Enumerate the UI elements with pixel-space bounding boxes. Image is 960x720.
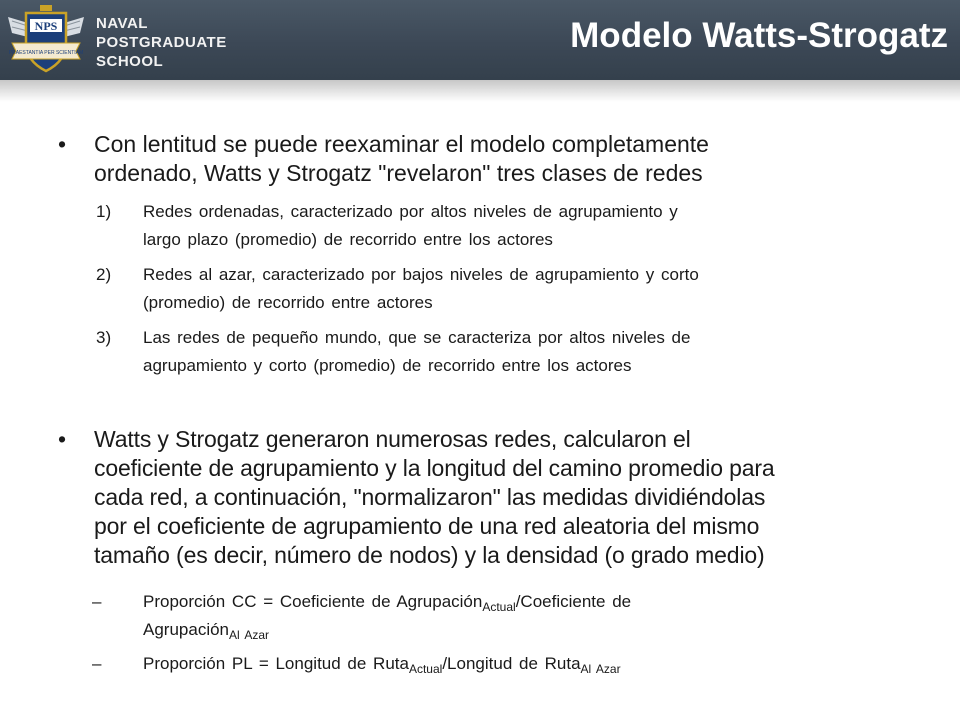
bullet-2-line-4: por el coeficiente de agrupamiento de una red aleatoria del mismo [94, 513, 760, 539]
cc-ratio-line-1 [143, 590, 903, 614]
cc-ratio-text-c: Agrupación [143, 620, 230, 639]
cc-ratio-text-a: Proporción CC = Coeficiente de Agrupación [143, 592, 483, 611]
logo-emblem-text: NPS [34, 19, 58, 33]
pl-ratio-sub-azar: Al Azar [580, 662, 621, 676]
bullet-2-line-3: cada red, a continuación, "normalizaron" las medidas dividiéndolas [94, 484, 766, 510]
sub-bullet-dash: – [92, 654, 102, 673]
list-item-number: 2) [96, 265, 112, 284]
list-item-2-line-1: Redes al azar, caracterizado por bajos niveles de agrupamiento y corto [143, 265, 699, 284]
bullet-marker: • [58, 426, 67, 452]
bullet-2-line-5: tamaño (es decir, número de nodos) y la densidad (o grado medio) [94, 542, 765, 568]
bullet-2-line-2: coeficiente de agrupamiento y la longitud del camino promedio para [94, 455, 775, 481]
cc-ratio-sub-azar: Al Azar [229, 628, 270, 642]
list-item-number: 3) [96, 328, 112, 347]
bullet-marker: • [58, 131, 67, 157]
cc-ratio-line-2 [143, 618, 903, 642]
pl-ratio-text-a: Proporción PL = Longitud de Ruta [143, 654, 409, 673]
sub-bullet-dash: – [92, 592, 102, 611]
pl-ratio-sub-actual: Actual [408, 662, 443, 676]
cc-ratio-sub-actual: Actual [482, 600, 516, 614]
pl-ratio-line [143, 652, 903, 676]
bullet-1-line-2: ordenado, Watts y Strogatz "revelaron" tres clases de redes [94, 160, 703, 186]
logo-line-school: SCHOOL [96, 53, 164, 70]
cc-ratio-text-b: /Coeficiente de [515, 592, 632, 611]
bullet-2-line-1: Watts y Strogatz generaron numerosas redes, calcularon el [94, 426, 691, 452]
list-item-3-line-1: Las redes de pequeño mundo, que se caracteriza por altos niveles de [143, 328, 691, 347]
list-item-number: 1) [96, 202, 112, 221]
bullet-1-line-1: Con lentitud se puede reexaminar el modelo completamente [94, 131, 709, 157]
list-item-1-line-1: Redes ordenadas, caracterizado por altos niveles de agrupamiento y [143, 202, 678, 221]
slide-title: Modelo Watts-Strogatz [570, 16, 948, 55]
logo-line-postgraduate: POSTGRADUATE [96, 34, 227, 51]
logo-line-naval: NAVAL [96, 15, 148, 32]
logo-ribbon-text: PRAESTANTIA PER SCIENTIAM [8, 50, 84, 56]
list-item-1-line-2: largo plazo (promedio) de recorrido entre los actores [143, 230, 553, 249]
list-item-3-line-2: agrupamiento y corto (promedio) de recorrido entre los actores [143, 356, 632, 375]
pl-ratio-text-b: /Longitud de Ruta [442, 654, 581, 673]
list-item-2-line-2: (promedio) de recorrido entre actores [143, 293, 433, 312]
